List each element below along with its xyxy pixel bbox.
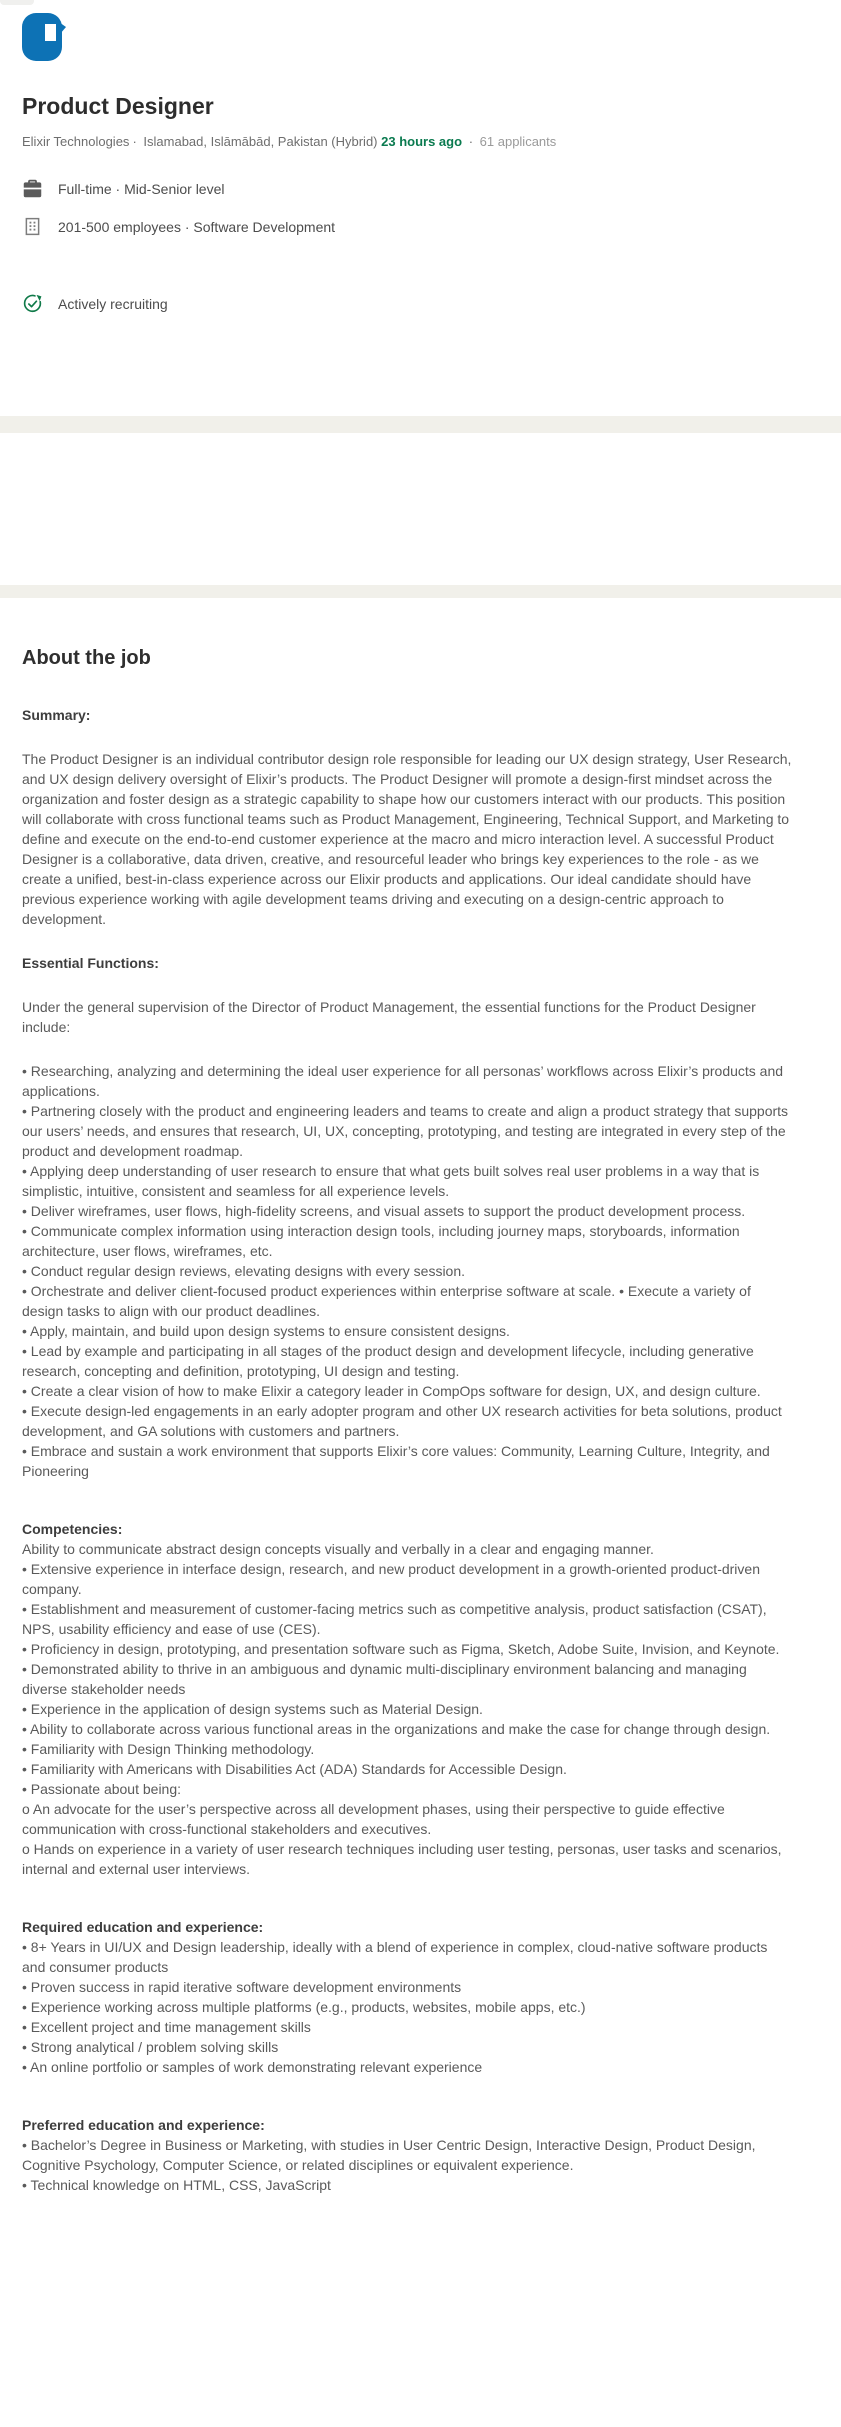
- bullet-line: • Proficiency in design, prototyping, and presentation software such as Figma, Sketch, Adobe Suite, Invision, and Keynote.: [22, 1641, 780, 1657]
- bullet-line: Ability to communicate abstract design concepts visually and verbally in a clear and engaging manner.: [22, 1541, 654, 1557]
- preferred-education-list: [22, 2135, 792, 2195]
- bullet-line: • Familiarity with Americans with Disabilities Act (ADA) Standards for Accessible Design.: [22, 1761, 567, 1777]
- summary-paragraph: The Product Designer is an individual contributor design role responsible for leading our UX design strategy, User Research, and UX design delivery oversight of Elixir’s products. The Product Designer will promote a design-first mindset across the organization and foster design as a strategic capability to shape how our customers interact with our products. This position will collaborate with cross functional teams such as Product Management, Engineering, Technical Support, and Marketing to define and execute on the end-to-end customer experience at the macro and micro interaction level. A successful Product Designer is a collaborative, data driven, creative, and resourceful leader who brings key experiences to the role - as we create a unified, best-in-class experience across our Elixir products and applications. Our ideal candidate should have previous experience working with agile development teams driving and executing on a design-centric approach to development.: [22, 751, 792, 927]
- company-logo[interactable]: [22, 10, 68, 64]
- essential-functions-label: Essential Functions:: [22, 955, 159, 971]
- bullet-line: o An advocate for the user’s perspective across all development phases, using their perspective to guide effective communication with cross-functional stakeholders and executives.: [22, 1801, 725, 1837]
- bullet-line: • Familiarity with Design Thinking methodology.: [22, 1741, 315, 1757]
- company-name-link[interactable]: Elixir Technologies: [22, 134, 130, 149]
- bullet-line: • Passionate about being:: [22, 1781, 182, 1797]
- essential-functions-intro: Under the general supervision of the Director of Product Management, the essential functions for the Product Designer include:: [22, 999, 756, 1035]
- bullet-line: • Experience working across multiple platforms (e.g., products, websites, mobile apps, etc.): [22, 1999, 586, 2015]
- bullet-line: • Communicate complex information using interaction design tools, including journey maps, storyboards, information architecture, user flows, wireframes, etc.: [22, 1223, 740, 1259]
- bullet-line: • Create a clear vision of how to make Elixir a category leader in CompOps software for design, UX, and design culture.: [22, 1383, 761, 1399]
- job-location: Islamabad, Islāmābād, Pakistan (Hybrid): [143, 134, 378, 149]
- competencies-list: [22, 1539, 792, 1879]
- competencies-label: Competencies:: [22, 1521, 123, 1537]
- bullet-line: • Experience in the application of design systems such as Material Design.: [22, 1701, 483, 1717]
- bullet-line: • Embrace and sustain a work environment that supports Elixir’s core values: Community, Learning Culture, Integrity, and Pioneering: [22, 1443, 770, 1479]
- bullet-line: • Apply, maintain, and build upon design systems to ensure consistent designs.: [22, 1323, 510, 1339]
- applicants-count: 61 applicants: [479, 134, 557, 149]
- job-description-section: [22, 645, 792, 2195]
- bullet-line: • Execute design-led engagements in an early adopter program and other UX research activities for beta solutions, product development, and GA solutions with customers and partners.: [22, 1403, 782, 1439]
- summary-label: Summary:: [22, 707, 91, 723]
- bullet-line: • Extensive experience in interface design, research, and new product development in a growth-oriented product-driven company.: [22, 1561, 760, 1597]
- required-education-list: [22, 1937, 792, 2077]
- preferred-education-label: Preferred education and experience:: [22, 2117, 265, 2133]
- faded-divider-band: [0, 585, 841, 598]
- bullet-line: • Applying deep understanding of user research to ensure that what gets built solves real user problems in a way that is simplistic, intuitive, consistent and seamless for all experience levels.: [22, 1163, 760, 1199]
- about-the-job-heading: About the job: [22, 647, 151, 669]
- company-size-industry-text: 201-500 employees · Software Development: [58, 218, 336, 235]
- posted-time: 23 hours ago: [381, 134, 463, 149]
- employment-detail-row: [22, 178, 224, 199]
- bullet-line: • Proven success in rapid iterative software development environments: [22, 1979, 462, 1995]
- bullet-line: • Excellent project and time management skills: [22, 2019, 311, 2035]
- required-education-label: Required education and experience:: [22, 1919, 264, 1935]
- actively-recruiting-icon: [22, 293, 43, 314]
- essential-functions-list: [22, 1061, 792, 1481]
- bullet-line: • Strong analytical / problem solving skills: [22, 2039, 279, 2055]
- company-detail-row: [22, 216, 335, 237]
- briefcase-icon: [22, 178, 43, 199]
- actively-recruiting-text: Actively recruiting: [58, 295, 168, 312]
- bullet-line: o Hands on experience in a variety of user research techniques including user testing, personas, user tasks and scenarios, internal and external user interviews.: [22, 1841, 782, 1877]
- bullet-line: • Demonstrated ability to thrive in an ambiguous and dynamic multi-disciplinary environment balancing and managing diverse stakeholder needs: [22, 1661, 747, 1697]
- faded-divider-band: [0, 416, 841, 433]
- job-meta-line: [22, 133, 792, 151]
- building-icon: [22, 216, 43, 237]
- bullet-line: • Partnering closely with the product and engineering leaders and teams to create and align a product strategy that supports our users’ needs, and ensures that research, UI, UX, concepting, prototyping, and testing are integrated in every step of the product and development roadmap.: [22, 1103, 789, 1159]
- meta-separator: ·: [132, 134, 137, 149]
- bullet-line: • Researching, analyzing and determining the ideal user experience for all personas’ workflows across Elixir’s products and applications.: [22, 1063, 784, 1099]
- bullet-line: • 8+ Years in UI/UX and Design leadership, ideally with a blend of experience in complex, cloud-native software products and consumer products: [22, 1939, 768, 1975]
- bullet-line: • Deliver wireframes, user flows, high-fidelity screens, and visual assets to support the product development process.: [22, 1203, 746, 1219]
- bullet-line: • Establishment and measurement of customer-facing metrics such as competitive analysis, product satisfaction (CSAT), NPS, usability efficiency and ease of use (CES).: [22, 1601, 767, 1637]
- employment-type-text: Full-time · Mid-Senior level: [58, 180, 225, 197]
- job-title: Product Designer: [22, 93, 214, 119]
- bullet-line: • Conduct regular design reviews, elevating designs with every session.: [22, 1263, 466, 1279]
- recruiting-detail-row: [22, 293, 168, 314]
- bullet-line: • An online portfolio or samples of work demonstrating relevant experience: [22, 2059, 483, 2075]
- meta-separator: ·: [468, 134, 474, 149]
- bullet-line: • Ability to collaborate across various functional areas in the organizations and make the case for change through design.: [22, 1721, 771, 1737]
- job-header: [22, 0, 792, 312]
- bullet-line: • Lead by example and participating in all stages of the product design and development lifecycle, including generative research, concepting and definition, prototyping, UI design and testing.: [22, 1343, 754, 1379]
- bullet-line: • Orchestrate and deliver client-focused product experiences within enterprise software at scale. • Execute a variety of design tasks to align with our product deadlines.: [22, 1283, 751, 1319]
- bullet-line: • Bachelor’s Degree in Business or Marketing, with studies in User Centric Design, Interactive Design, Product Design, Cognitive Psychology, Computer Science, or related disciplines or equivalent experience.: [22, 2137, 756, 2173]
- bullet-line: • Technical knowledge on HTML, CSS, JavaScript: [22, 2177, 331, 2193]
